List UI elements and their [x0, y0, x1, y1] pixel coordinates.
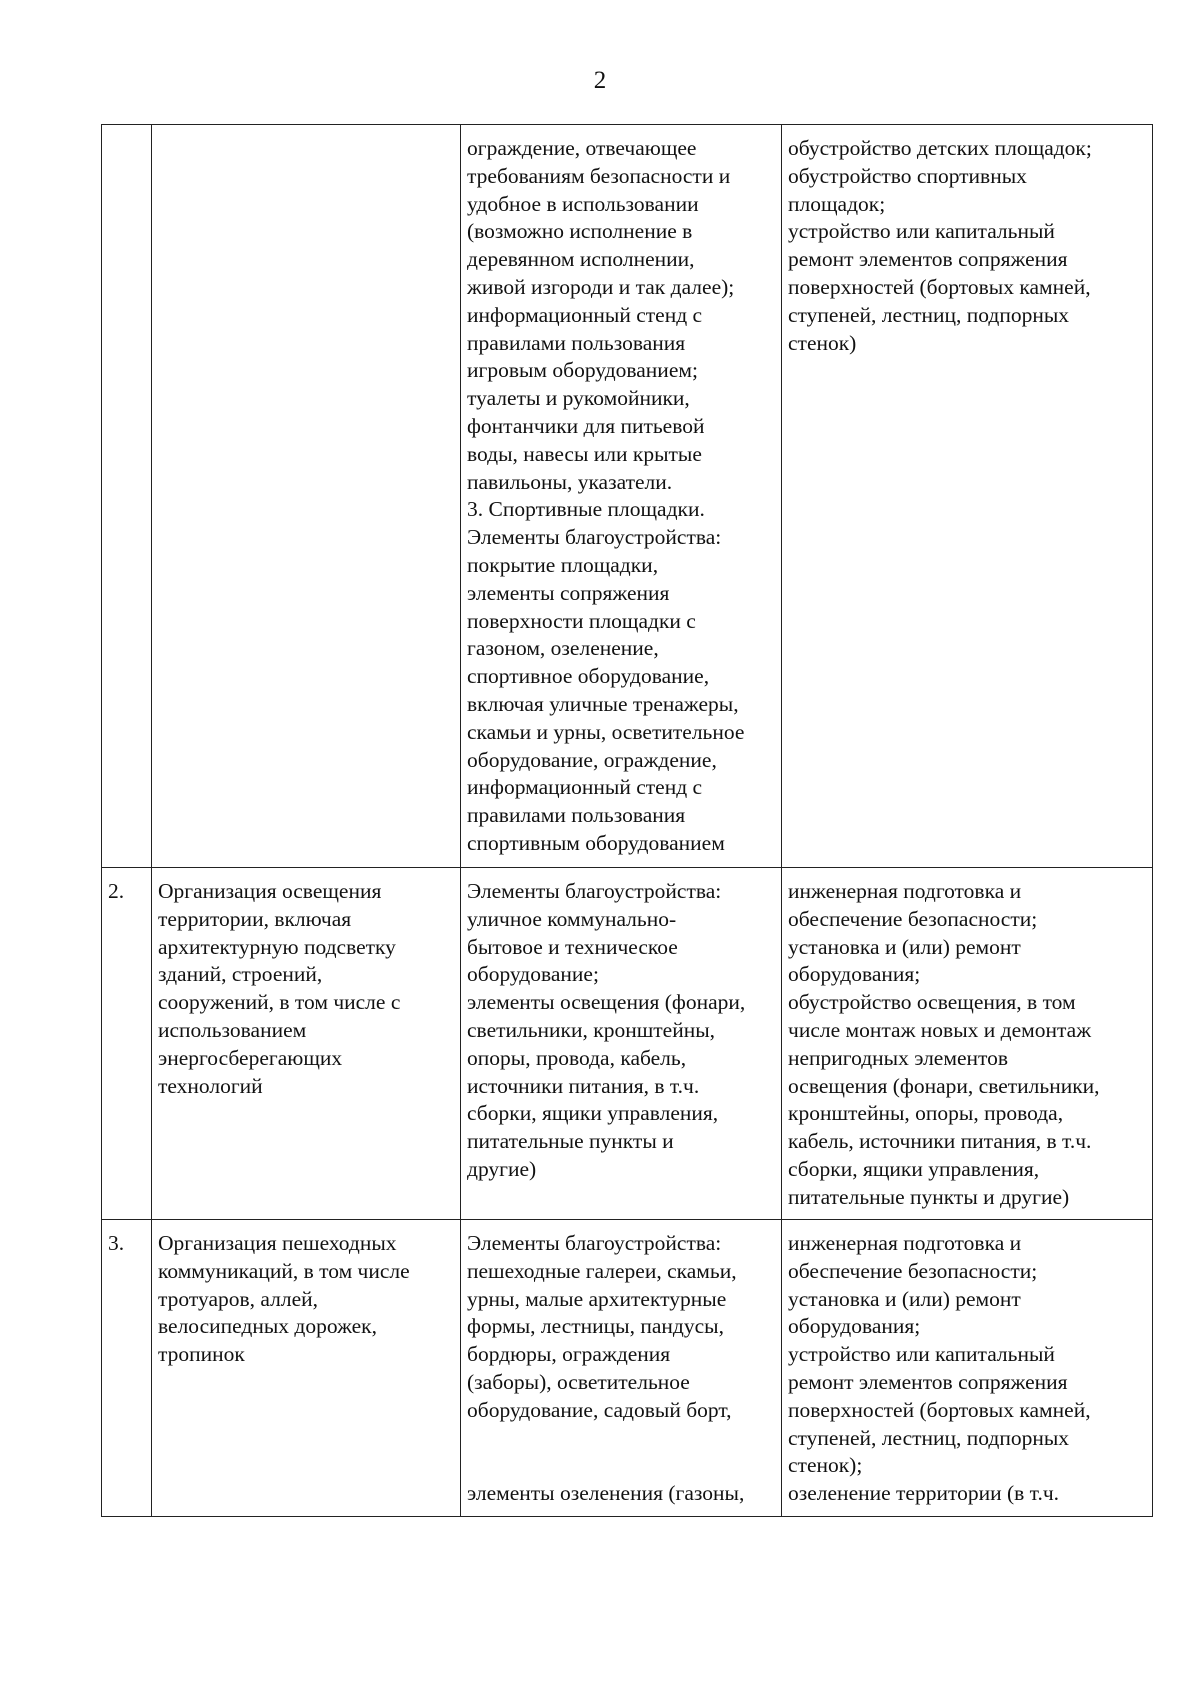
cell-text-line: питательные пункты и — [467, 1129, 674, 1154]
cell-text-line: ограждение, отвечающее — [467, 136, 697, 160]
cell-text-line: опоры, провода, кабель, — [467, 1045, 687, 1070]
cell-text-line: покрытие площадки, — [467, 552, 659, 577]
cell-text-line: кронштейны, опоры, провода, — [788, 1101, 1064, 1126]
cell-text-line: установка и (или) ремонт — [788, 934, 1021, 959]
elements-cell — [461, 1220, 782, 1517]
cell-text-line: туалеты и рукомойники, — [467, 386, 690, 411]
cell-text-line: зданий, строений, — [158, 962, 323, 987]
work-type-cell — [152, 1220, 461, 1517]
cell-text-line: спортивным оборудованием — [467, 830, 725, 855]
cell-text-line: оборудования; — [788, 962, 921, 987]
cell-text-line: велосипедных дорожек, — [158, 1314, 377, 1339]
cell-text-line: элементы озеленения (газоны, — [467, 1481, 745, 1506]
cell-text-line: территории, включая — [158, 906, 352, 931]
cell-text-line: урны, малые архитектурные — [467, 1286, 727, 1311]
cell-text-line: удобное в использовании — [467, 191, 699, 216]
cell-text-line: бордюры, ограждения — [467, 1342, 671, 1367]
cell-text-line: светильники, кронштейны, — [467, 1017, 716, 1042]
cell-text-line: сборки, ящики управления, — [788, 1156, 1040, 1181]
cell-text-line: освещения (фонари, светильники, — [788, 1073, 1100, 1098]
cell-text-line: ремонт элементов сопряжения — [788, 247, 1068, 272]
cell-text-line: инженерная подготовка и — [788, 879, 1022, 903]
cell-text-line: Элементы благоустройства: — [467, 879, 722, 903]
cell-text-line: ступеней, лестниц, подпорных — [788, 302, 1070, 327]
cell-text-line: павильоны, указатели. — [467, 469, 673, 494]
cell-text-line: тропинок — [158, 1342, 245, 1367]
cell-text-line: деревянном исполнении, — [467, 247, 695, 272]
cell-text-line: устройство или капитальный — [788, 219, 1055, 244]
table-row — [102, 868, 1153, 1220]
cell-text-line: архитектурную подсветку — [158, 934, 396, 959]
row-number-cell — [102, 1220, 152, 1517]
elements-cell — [461, 868, 782, 1220]
cell-text-line: правилами пользования — [467, 330, 686, 355]
cell-text-line: поверхностей (бортовых камней, — [788, 274, 1091, 299]
work-type-cell — [152, 125, 461, 868]
cell-text-line: скамьи и урны, осветительное — [467, 719, 745, 744]
works-cell — [782, 868, 1153, 1220]
cell-text-line: Элементы благоустройства: — [467, 1231, 722, 1255]
cell-text-line: непригодных элементов — [788, 1045, 1009, 1070]
cell-text-line: формы, лестницы, пандусы, — [467, 1314, 724, 1339]
cell-text-line: оборудование, садовый борт, — [467, 1397, 732, 1422]
cell-text-line: озеленение территории (в т.ч. — [788, 1481, 1060, 1506]
cell-text-line: энергосберегающих — [158, 1045, 343, 1070]
cell-text-line: спортивное оборудование, — [467, 664, 710, 689]
row-number-cell — [102, 125, 152, 868]
cell-text-line: ремонт элементов сопряжения — [788, 1369, 1068, 1394]
cell-text-line: обеспечение безопасности; — [788, 906, 1038, 931]
cell-text-line: обустройство освещения, в том — [788, 990, 1076, 1015]
row-number: 2. — [108, 879, 125, 903]
work-type-cell — [152, 868, 461, 1220]
cell-text-line: игровым оборудованием; — [467, 358, 698, 383]
blank-line — [467, 1425, 777, 1453]
cell-text-line: сооружений, в том числе с — [158, 990, 401, 1015]
cell-text-line: пешеходные галереи, скамьи, — [467, 1258, 737, 1283]
cell-text-line: устройство или капитальный — [788, 1342, 1055, 1367]
cell-text-line: обустройство детских площадок; — [788, 136, 1092, 160]
cell-text-line: включая уличные тренажеры, — [467, 691, 739, 716]
cell-text-line: стенок); — [788, 1453, 863, 1478]
cell-text-line: площадок; — [788, 191, 886, 216]
cell-text-line: обустройство спортивных — [788, 163, 1027, 188]
cell-text-line: фонтанчики для питьевой — [467, 413, 705, 438]
cell-text-line: оборудования; — [788, 1314, 921, 1339]
elements-cell — [461, 125, 782, 868]
cell-text-line: источники питания, в т.ч. — [467, 1073, 700, 1098]
cell-text-line: использованием — [158, 1017, 307, 1042]
works-cell — [782, 1220, 1153, 1517]
cell-text-line: Организация пешеходных — [158, 1231, 397, 1255]
cell-text-line: Элементы благоустройства: — [467, 525, 722, 550]
cell-text-line: другие) — [467, 1156, 537, 1181]
row-number: 3. — [108, 1231, 125, 1255]
cell-text-line: технологий — [158, 1073, 263, 1098]
cell-text-line: газоном, озеленение, — [467, 636, 659, 661]
cell-text-line: кабель, источники питания, в т.ч. — [788, 1129, 1092, 1154]
improvement-works-table — [101, 124, 1153, 1517]
cell-text-line: обеспечение безопасности; — [788, 1258, 1038, 1283]
cell-text-line: живой изгороди и так далее); — [467, 274, 735, 299]
cell-text-line: требованиям безопасности и — [467, 163, 731, 188]
cell-text-line: информационный стенд с — [467, 775, 703, 800]
cell-text-line: числе монтаж новых и демонтаж — [788, 1017, 1092, 1042]
works-cell — [782, 125, 1153, 868]
cell-text-line: стенок) — [788, 330, 857, 355]
cell-text-line: питательные пункты и другие) — [788, 1184, 1070, 1209]
cell-text-line: ступеней, лестниц, подпорных — [788, 1425, 1070, 1450]
cell-text-line: оборудование, ограждение, — [467, 747, 717, 772]
cell-text-line: поверхностей (бортовых камней, — [788, 1397, 1091, 1422]
page-number: 2 — [593, 67, 607, 94]
cell-text-line: уличное коммунально- — [467, 906, 677, 931]
cell-text-line: 3. Спортивные площадки. — [467, 497, 705, 522]
table-row — [102, 125, 1153, 868]
cell-text-line: поверхности площадки с — [467, 608, 696, 633]
cell-text-line: коммуникаций, в том числе — [158, 1258, 410, 1283]
cell-text-line: элементы сопряжения — [467, 580, 670, 605]
table-row — [102, 1220, 1153, 1517]
cell-text-line: инженерная подготовка и — [788, 1231, 1022, 1255]
cell-text-line: бытовое и техническое — [467, 934, 678, 959]
cell-text-line: (заборы), осветительное — [467, 1369, 690, 1394]
blank-line — [467, 1452, 777, 1480]
cell-text-line: правилами пользования — [467, 803, 686, 828]
cell-text-line: тротуаров, аллей, — [158, 1286, 319, 1311]
cell-text-line: воды, навесы или крытые — [467, 441, 702, 466]
cell-text-line: Организация освещения — [158, 879, 382, 903]
cell-text-line: информационный стенд с — [467, 302, 703, 327]
row-number-cell — [102, 868, 152, 1220]
cell-text-line: установка и (или) ремонт — [788, 1286, 1021, 1311]
cell-text-line: элементы освещения (фонари, — [467, 990, 746, 1015]
cell-text-line: оборудование; — [467, 962, 599, 987]
cell-text-line: (возможно исполнение в — [467, 219, 693, 244]
cell-text-line: сборки, ящики управления, — [467, 1101, 719, 1126]
